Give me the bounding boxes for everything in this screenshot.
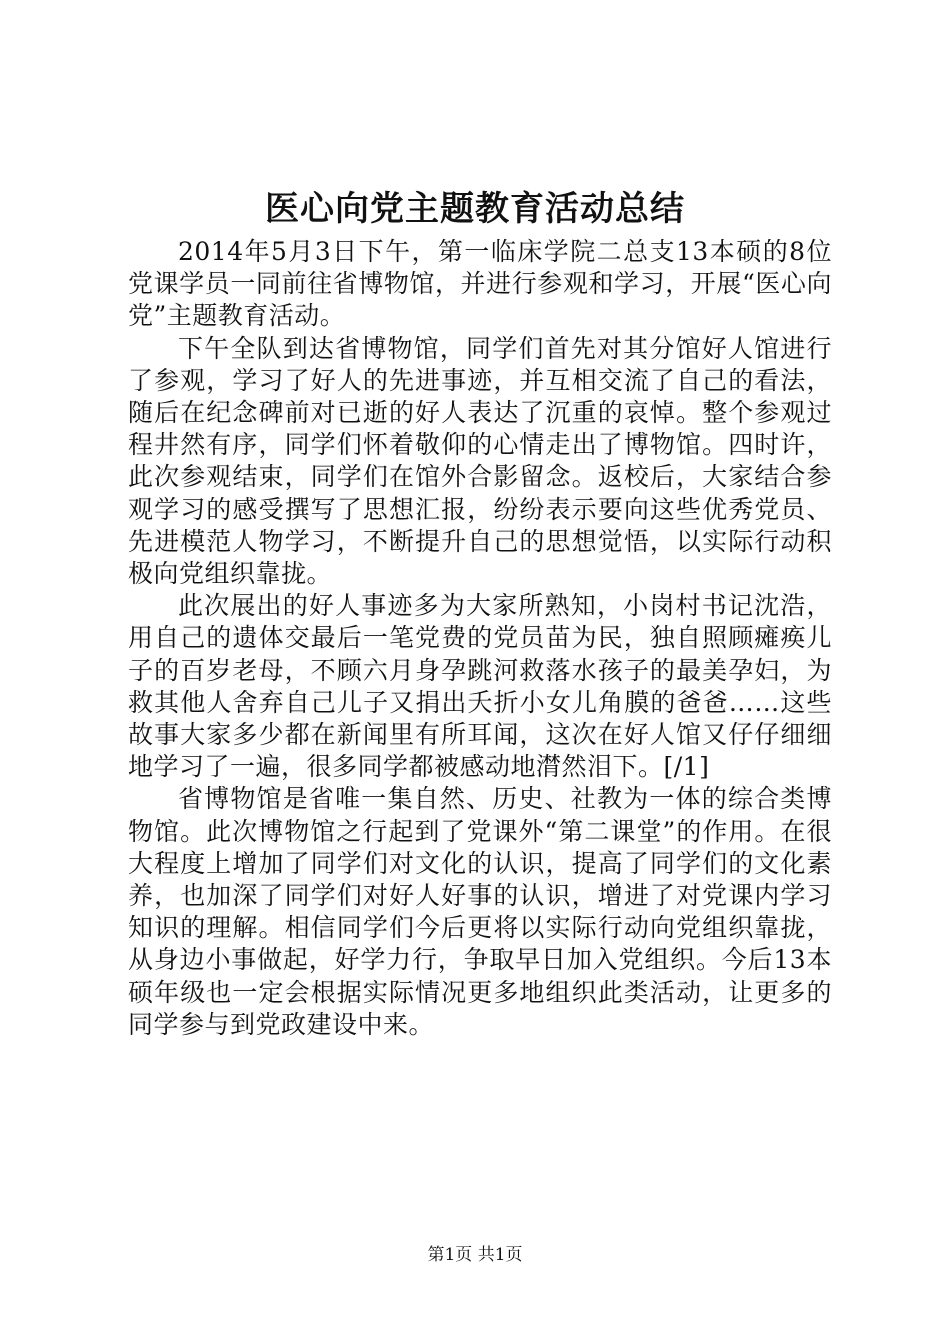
paragraph-3: 此次展出的好人事迹多为大家所熟知，小岗村书记沈浩，用自己的遗体交最后一笔党费的党员苗为民，独自照顾瘫痪儿子的百岁老母，不顾六月身孕跳河救落水孩子的最美孕妇，为救其他人舍弃自己儿子又捐出夭折小女儿角膜的爸爸……这些故事大家多少都在新闻里有所耳闻，这次在好人馆又仔仔细细地学习了一遍，很多同学都被感动地潸然泪下。[/1] [128, 591, 832, 782]
paragraph-1: 2014年5月3日下午，第一临床学院二总支13本硕的8位党课学员一同前往省博物馆，并进行参观和学习，开展“医心向党”主题教育活动。 [128, 237, 832, 331]
paragraph-4: 省博物馆是省唯一集自然、历史、社教为一体的综合类博物馆。此次博物馆之行起到了党课外“第二课堂”的作用。在很大程度上增加了同学们对文化的认识，提高了同学们的文化素养，也加深了同学们对好人好事的认识，增进了对党课内学习知识的理解。相信同学们今后更将以实际行动向党组织靠拢，从身边小事做起，好学力行，争取早日加入党组织。今后13本硕年级也一定会根据实际情况更多地组织此类活动，让更多的同学参与到党政建设中来。 [128, 784, 832, 1039]
page-number-footer: 第1页 共1页 [427, 1245, 523, 1265]
paragraph-2: 下午全队到达省博物馆，同学们首先对其分馆好人馆进行了参观，学习了好人的先进事迹，并互相交流了自己的看法，随后在纪念碑前对已逝的好人表达了沉重的哀悼。整个参观过程井然有序，同学们怀着敬仰的心情走出了博物馆。四时许，此次参观结束，同学们在馆外合影留念。返校后，大家结合参观学习的感受撰写了思想汇报，纷纷表示要向这些优秀党员、先进模范人物学习，不断提升自己的思想觉悟，以实际行动积极向党组织靠拢。 [128, 333, 832, 589]
document-title: 医心向党主题教育活动总结 [265, 189, 685, 229]
document-body [128, 236, 832, 1041]
